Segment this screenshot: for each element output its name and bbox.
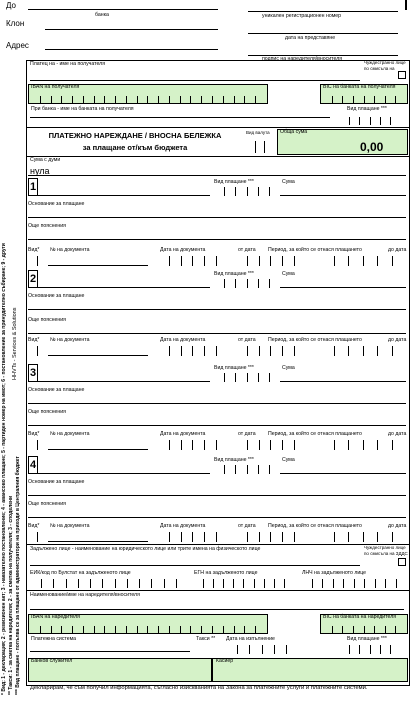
doc-type-label: Вид*: [28, 431, 40, 437]
section-number: 1: [30, 181, 37, 193]
doc-date-label: Дата на документа: [160, 523, 206, 529]
doc-type-label: Вид*: [28, 523, 40, 529]
payer-iban-label: IBAN на наредителя: [31, 614, 80, 620]
signature-input[interactable]: [248, 46, 398, 56]
to-date-label: до дата: [388, 247, 407, 253]
pay-type-label: Вид плащане ***: [214, 179, 254, 185]
bic-ticks: [322, 96, 406, 103]
amount-input[interactable]: [280, 278, 406, 288]
to-date-label: до дата: [388, 523, 407, 529]
doc-type-label: Вид*: [28, 247, 40, 253]
payer-bic-ticks: [322, 626, 406, 633]
section-line: [38, 464, 210, 474]
doc-num-label: № на документа: [50, 247, 90, 253]
reason-input[interactable]: [28, 486, 406, 496]
doc-num-input[interactable]: [48, 440, 148, 450]
more-info-input[interactable]: [28, 416, 406, 426]
more-info-input[interactable]: [28, 324, 406, 334]
payer-pay-type-ticks[interactable]: [340, 645, 400, 654]
doc-type-ticks[interactable]: [28, 532, 46, 542]
unique-number-input[interactable]: [248, 2, 398, 12]
to-date-ticks[interactable]: [320, 532, 406, 542]
divider: [26, 590, 410, 591]
period-label: Период, за който се отнася плащането: [268, 337, 362, 343]
doc-num-input[interactable]: [48, 346, 148, 356]
more-info-label: Още пояснения: [28, 409, 66, 415]
branch-input[interactable]: [45, 20, 218, 30]
iban-ticks: [30, 96, 266, 103]
doc-date-label: Дата на документа: [160, 431, 206, 437]
amount-label: Сума: [282, 179, 295, 185]
to-date-ticks[interactable]: [320, 256, 406, 266]
from-date-label: от дата: [238, 247, 256, 253]
from-date-ticks[interactable]: [236, 346, 306, 356]
reason-input[interactable]: [28, 394, 406, 404]
recipient-bank-label: При банка - име на банката на получателя: [31, 106, 134, 112]
pay-type-label: Вид плащане ***: [214, 365, 254, 371]
foreign-hint: Чуждестранно лице: [364, 60, 406, 65]
amount-input[interactable]: [280, 372, 406, 382]
reason-label: Основание за плащане: [28, 387, 85, 393]
recipient-name-label: Платец на - име на получателя: [30, 61, 106, 67]
doc-date-label: Дата на документа: [160, 247, 206, 253]
to-date-ticks[interactable]: [320, 440, 406, 450]
fees-ticks[interactable]: [196, 645, 210, 654]
more-info-label: Още пояснения: [28, 223, 66, 229]
system-label: Платежна система: [31, 636, 77, 642]
doc-num-label: № на документа: [50, 337, 90, 343]
system-input[interactable]: [30, 642, 190, 652]
recipient-pay-type-label: Вид плащане ***: [347, 106, 387, 112]
foreign-hint-2: по смисъла на: [364, 66, 395, 71]
reason-input[interactable]: [28, 208, 406, 218]
doc-type-ticks[interactable]: [28, 256, 46, 266]
amount-label: Сума: [282, 457, 295, 463]
side-note-3: *** Вид плащане - попълва се за плащане от администратори на приходи в Централния бюджет: [15, 456, 21, 695]
cashier-field[interactable]: [212, 658, 408, 682]
doc-num-input[interactable]: [48, 532, 148, 542]
more-info-label: Още пояснения: [28, 317, 66, 323]
payer-iban-ticks: [30, 626, 266, 633]
recipient-bank-input[interactable]: [30, 110, 330, 118]
payer-bic-label: BIC на банката на наредителя: [323, 614, 397, 620]
bank-caption: банка: [95, 12, 109, 18]
bulstat-label: ЕИК/код по Булстат на задълженото лице: [30, 570, 131, 576]
divider: [26, 127, 410, 128]
section-line: [38, 278, 210, 288]
unique-number-caption: уникален регистрационен номер: [262, 13, 342, 19]
side-note-1: * Вид: 1 - декларация; 2 - ревизионен акт; 3 - наказателно постановление; 4 - авансово плащане; 5 - партиден номер на имот; 6 - постановление за принудително събиране; 9 - други: [1, 243, 7, 695]
reason-label: Основание за плащане: [28, 201, 85, 207]
corner-mark: [405, 0, 407, 10]
to-date-ticks[interactable]: [320, 346, 406, 356]
recipient-iban-label: IBAN на получателя: [31, 84, 80, 90]
words-input-line: [28, 168, 406, 176]
brand-text: HHVTs - Services & Solutions: [12, 307, 18, 380]
side-note-2: ** Такси: 1 - за сметка на наредителя; 2 - за сметка на получателя; 3 - споделени: [8, 495, 14, 695]
section-line: [38, 186, 210, 196]
egn-label: ЕГН на задълженото лице: [194, 570, 258, 576]
lnch-label: ЛНЧ на задълженото лице: [302, 570, 367, 576]
doc-num-label: № на документа: [50, 523, 90, 529]
from-date-ticks[interactable]: [236, 532, 306, 542]
doc-type-label: Вид*: [28, 337, 40, 343]
obligor-name-input[interactable]: [30, 558, 360, 566]
amount-label: Сума: [282, 271, 295, 277]
doc-date-ticks[interactable]: [158, 256, 228, 266]
doc-type-ticks[interactable]: [28, 346, 46, 356]
period-label: Период, за който се отнася плащането: [268, 247, 362, 253]
egn-ticks[interactable]: [194, 579, 294, 588]
period-label: Период, за който се отнася плащането: [268, 431, 362, 437]
bank-input[interactable]: [28, 2, 218, 10]
pay-type-label: Вид плащане ***: [214, 271, 254, 277]
amount-input[interactable]: [280, 464, 406, 474]
adres-label: Адрес: [6, 41, 29, 50]
section-number: 2: [30, 273, 37, 285]
section-number: 4: [30, 459, 37, 471]
foreign-checkbox[interactable]: [398, 71, 406, 79]
date-caption: дата на представяне: [285, 35, 336, 41]
pay-type-label: Вид плащане ***: [214, 457, 254, 463]
words-label: Сума с думи: [30, 157, 61, 163]
bulstat-ticks[interactable]: [30, 579, 188, 588]
do-label: До: [6, 1, 16, 10]
from-date-ticks[interactable]: [236, 440, 306, 450]
doc-date-ticks[interactable]: [158, 346, 228, 356]
currency-label: Вид валута: [246, 130, 270, 135]
from-date-ticks[interactable]: [236, 256, 306, 266]
payer-name-label: Наименование/име на наредителя/вносителя: [30, 592, 140, 598]
amount-input[interactable]: [280, 186, 406, 196]
reason-label: Основание за плащане: [28, 293, 85, 299]
lnch-ticks[interactable]: [302, 579, 406, 588]
pay-type-ticks[interactable]: [214, 187, 280, 196]
section-line: [38, 372, 210, 382]
from-date-label: от дата: [238, 337, 256, 343]
pay-type-ticks[interactable]: [214, 279, 280, 288]
reason-label: Основание за плащане: [28, 479, 85, 485]
recipient-pay-type-ticks[interactable]: [340, 117, 400, 125]
doc-date-ticks[interactable]: [158, 532, 228, 542]
to-date-label: до дата: [388, 431, 407, 437]
doc-type-ticks[interactable]: [28, 440, 46, 450]
declaration-text: Декларирам, че съм получил информацията, съгласно изискванията на Закона за платежните услуги и платежните системи.: [30, 685, 368, 691]
obligor-foreign-checkbox[interactable]: [398, 558, 406, 566]
signature-caption: подпис на наредителя/вносителя: [262, 56, 343, 62]
recipient-name-input[interactable]: [30, 73, 360, 81]
doc-num-label: № на документа: [50, 431, 90, 437]
doc-num-input[interactable]: [48, 256, 148, 266]
exec-date-ticks[interactable]: [226, 645, 298, 654]
pay-type-ticks[interactable]: [214, 465, 280, 474]
total-label: Обща сума: [280, 129, 308, 135]
obligor-label: Задължено лице - наименование на юридическото лице или трите имена на физическото лице: [30, 546, 261, 552]
date-input[interactable]: [248, 24, 398, 34]
exec-date-label: Дата на изпълнение: [226, 636, 275, 642]
form-title: ПЛАТЕЖНО НАРЕЖДАНЕ / ВНОСНА БЕЛЕЖКА: [48, 131, 222, 140]
words-value[interactable]: нула: [30, 166, 50, 176]
doc-date-label: Дата на документа: [160, 337, 206, 343]
obligor-foreign-hint: Чуждестранно лице: [364, 545, 406, 550]
divider: [26, 156, 410, 157]
payer-name-input[interactable]: [30, 602, 404, 610]
divider: [26, 544, 410, 545]
section-number: 3: [30, 367, 37, 379]
payer-pay-type-label: Вид плащане ***: [347, 636, 387, 642]
pay-type-ticks[interactable]: [214, 373, 280, 382]
doc-date-ticks[interactable]: [158, 440, 228, 450]
form-subtitle: за плащане от/към бюджета: [82, 143, 188, 152]
currency-ticks[interactable]: [246, 141, 274, 153]
from-date-label: от дата: [238, 431, 256, 437]
from-date-label: от дата: [238, 523, 256, 529]
period-label: Период, за който се отнася плащането: [268, 523, 362, 529]
more-info-input[interactable]: [28, 508, 406, 518]
reason-input[interactable]: [28, 300, 406, 310]
recipient-bic-label: BIC на банката на получателя: [323, 84, 396, 90]
total-value: 0,00: [360, 140, 384, 154]
more-info-label: Още пояснения: [28, 501, 66, 507]
address-input[interactable]: [45, 40, 218, 50]
more-info-input[interactable]: [28, 230, 406, 240]
fees-label: Такси **: [196, 636, 216, 642]
klon-label: Клон: [6, 19, 25, 28]
cashier-label: Касиер: [216, 658, 234, 664]
amount-label: Сума: [282, 365, 295, 371]
obligor-foreign-hint-2: по смисъла на ЗДДС: [364, 551, 408, 556]
to-date-label: до дата: [388, 337, 407, 343]
clerk-label: Банков служител: [31, 658, 73, 664]
